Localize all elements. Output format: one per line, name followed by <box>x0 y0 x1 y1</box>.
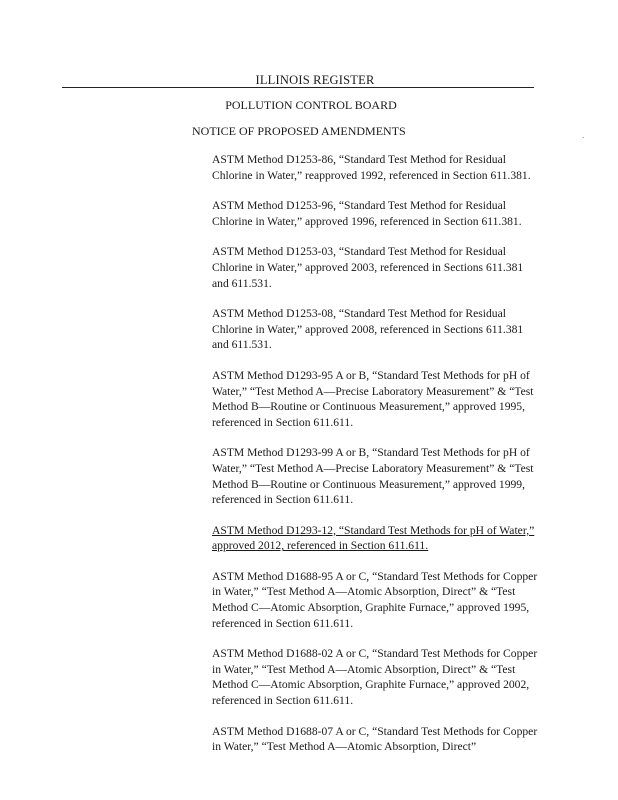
register-title: ILLINOIS REGISTER <box>255 73 375 87</box>
reference-entry: ASTM Method D1293-99 A or B, “Standard Test Methods for pH of Water,” “Test Method A—Precise Laboratory Measurement” & “Test Method B—Routine or Continuous Measurement,” approved 1999, referenced in Section 611.611. <box>212 446 534 507</box>
reference-entry: ASTM Method D1688-95 A or C, “Standard Test Methods for Copper in Water,” “Test Method A—Atomic Absorption, Direct” & “Test Method C—Atomic Absorption, Graphite Furnace,” approved 1995, referenced in Section 611.611. <box>212 569 538 630</box>
reference-entry: ASTM Method D1293-95 A or B, “Standard Test Methods for pH of Water,” “Test Method A—Precise Laboratory Measurement” & “Test Method B—Routine or Continuous Measurement,” approved 1995, referenced in Section 611.611. <box>212 368 534 429</box>
reference-entry-added: ASTM Method D1293-12, “Standard Test Methods for pH of Water,” approved 2012, referenced in Section 611.611. <box>212 523 535 553</box>
notice-title: NOTICE OF PROPOSED AMENDMENTS <box>192 124 406 138</box>
reference-entry: ASTM Method D1253-08, “Standard Test Method for Residual Chlorine in Water,” approved 2008, referenced in Sections 611.381 and 611.531. <box>212 307 524 352</box>
stray-mark: . <box>582 130 585 140</box>
reference-list <box>212 152 542 770</box>
reference-entry: ASTM Method D1688-02 A or C, “Standard Test Methods for Copper in Water,” “Test Method A—Atomic Absorption, Direct” & “Test Method C—Atomic Absorption, Graphite Furnace,” approved 2002, referenced in Section 611.611. <box>212 647 538 708</box>
reference-entry: ASTM Method D1253-96, “Standard Test Method for Residual Chlorine in Water,” approved 1996, referenced in Section 611.381. <box>212 199 522 228</box>
reference-entry: ASTM Method D1253-86, “Standard Test Method for Residual Chlorine in Water,” reapproved 1992, referenced in Section 611.381. <box>212 153 531 182</box>
reference-entry: ASTM Method D1688-07 A or C, “Standard Test Methods for Copper in Water,” “Test Method A—Atomic Absorption, Direct” <box>212 724 538 754</box>
board-title: POLLUTION CONTROL BOARD <box>225 98 397 112</box>
reference-entry: ASTM Method D1253-03, “Standard Test Method for Residual Chlorine in Water,” approved 2003, referenced in Sections 611.381 and 611.531. <box>212 245 524 290</box>
header-rule <box>62 87 534 88</box>
